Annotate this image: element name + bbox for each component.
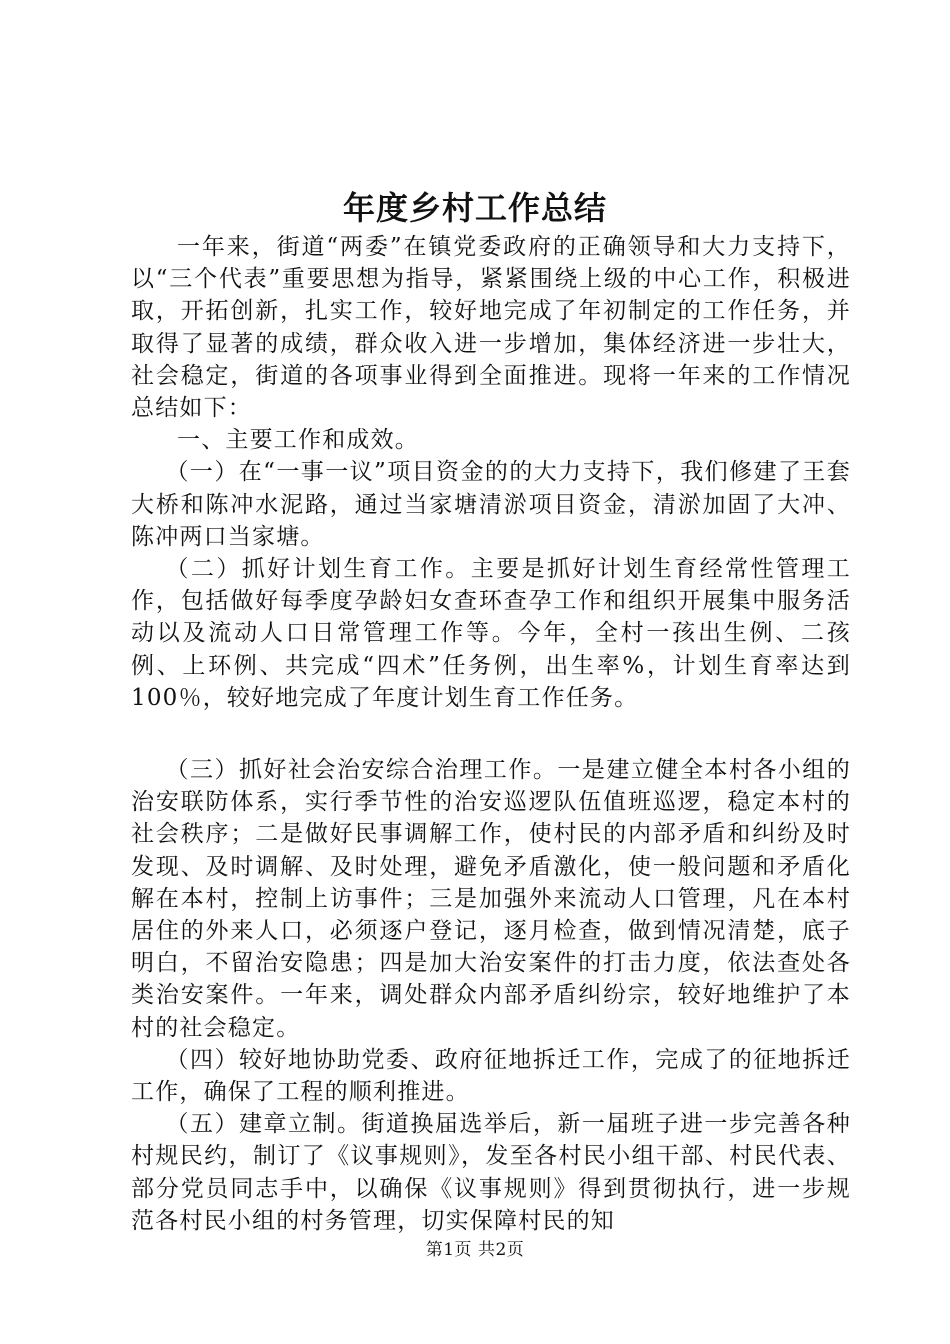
document-title: 年度乡村工作总结: [342, 189, 607, 227]
page-footer: 第1页 共2页: [425, 1240, 525, 1260]
section-heading: 一、主要工作和成效。: [177, 427, 419, 454]
intro-paragraph: 一年来，街道“两委”在镇党委政府的正确领导和大力支持下，以“三个代表”重要思想为指导，紧紧围绕上级的中心工作，积极进取，开拓创新，扎实工作，较好地完成了年初制定的工作任务，并取得了显著的成绩，群众收入进一步增加，集体经济进一步壮大，社会稳定，街道的各项事业得到全面推进。现将一年来的工作情况总结如下：: [131, 234, 851, 422]
item-4-paragraph: （四）较好地协助党委、政府征地拆迁工作，完成了的征地拆迁工作，确保了工程的顺利推进。: [131, 1046, 851, 1106]
item-1-paragraph: （一）在“一事一议”项目资金的的大力支持下，我们修建了王套大桥和陈冲水泥路，通过当家塘清淤项目资金，清淤加固了大冲、陈冲两口当家塘。: [131, 459, 851, 550]
item-3-paragraph: （三）抓好社会治安综合治理工作。一是建立健全本村各小组的治安联防体系，实行季节性的治安巡逻队伍值班巡逻，稳定本村的社会秩序；二是做好民事调解工作，使村民的内部矛盾和纠纷及时发现、及时调解、及时处理，避免矛盾激化，使一般问题和矛盾化解在本村，控制上访事件；三是加强外来流动人口管理，凡在本村居住的外来人口，必须逐户登记，逐月检查，做到情况清楚，底子明白，不留治安隐患；四是加大治安案件的打击力度，依法查处各类治安案件。一年来，调处群众内部矛盾纠纷宗，较好地维护了本村的社会稳定。: [131, 757, 851, 1041]
document-body: [131, 231, 851, 1237]
item-5-paragraph: （五）建章立制。街道换届选举后，新一届班子进一步完善各种村规民约，制订了《议事规则》，发至各村民小组干部、村民代表、部分党员同志手中，以确保《议事规则》得到贯彻执行，进一步规范各村民小组的村务管理，切实保障村民的知: [131, 1111, 851, 1234]
paragraph-gap: [131, 714, 851, 754]
item-2-paragraph: （二）抓好计划生育工作。主要是抓好计划生育经常性管理工作，包括做好每季度孕龄妇女查环查孕工作和组织开展集中服务活动以及流动人口日常管理工作等。今年，全村一孩出生例、二孩例、上环例、共完成“四术”任务例，出生率%，计划生育率达到100％，较好地完成了年度计划生育工作任务。: [131, 556, 851, 711]
